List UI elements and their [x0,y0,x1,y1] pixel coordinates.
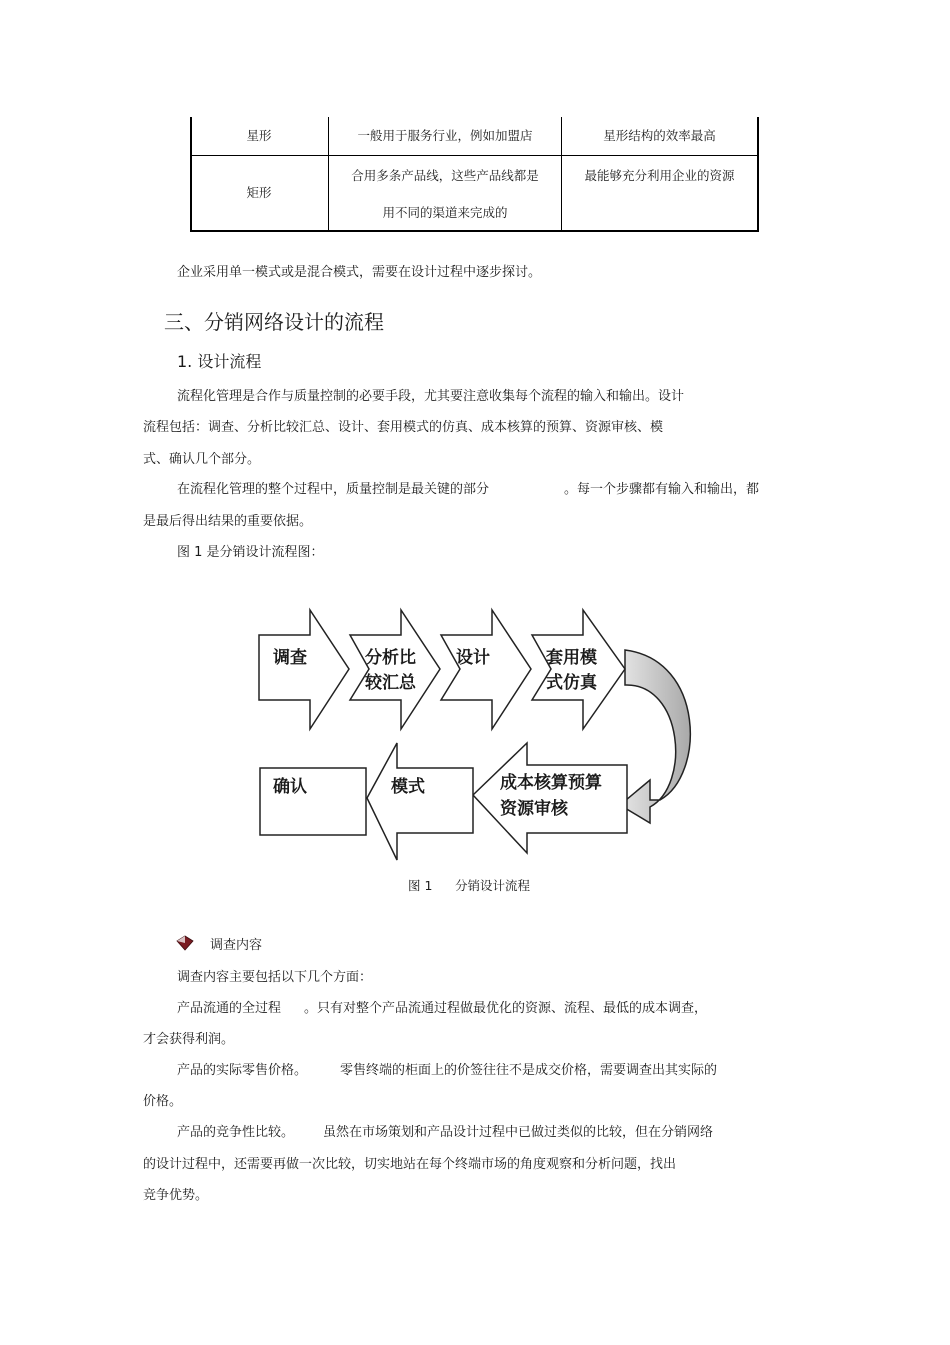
table-border-bottom [190,230,759,232]
paragraph-mode: 企业采用单一模式或是混合模式，需要在设计过程中逐步探讨。 [177,265,542,280]
flow-step-label: 设计 [456,648,490,668]
flow-step-label: 分析比 [365,648,416,668]
table-cell-structure-name: 星形 [246,128,272,143]
flow-step-label: 成本核算预算 [500,773,602,793]
paragraph-line: 的设计过程中，还需要再做一次比较，切实地站在每个终端市场的角度观察和分析问题，找出 [143,1157,677,1172]
paragraph-line: 虽然在市场策划和产品设计过程中已做过类似的比较，但在分销网络 [323,1125,714,1140]
table-cell-usage: 合用多条产品线，这些产品线都是 [351,168,539,183]
figure-caption-label: 图 1 [408,878,433,893]
survey-item-lead: 产品的竞争性比较。 [177,1125,295,1140]
paragraph-line: 零售终端的柜面上的价签往往不是成交价格，需要调查出其实际的 [340,1063,718,1078]
flow-step-label: 调查 [273,648,307,668]
paragraph-line: 式、确认几个部分。 [143,452,261,467]
flow-step-label: 模式 [391,777,425,797]
flow-step-label: 资源审核 [500,799,568,819]
table-cell-usage: 用不同的渠道来完成的 [382,205,508,220]
paragraph-line: 价格。 [143,1094,183,1109]
survey-item-lead: 产品流通的全过程 [177,1001,282,1016]
section-title: 三、分销网络设计的流程 [164,310,384,334]
paragraph-line: 才会获得利润。 [143,1032,235,1047]
paragraph-line: 。每一个步骤都有输入和输出，都 [564,482,760,497]
flow-step-label: 确认 [273,777,307,797]
curved-connector-arrow [620,650,690,823]
flow-step-label: 较汇总 [365,673,416,693]
flow-step-4 [532,610,625,729]
right-arrow-shape [441,610,531,729]
figure-intro: 图 1 是分销设计流程图： [177,545,324,560]
right-arrow-shape [350,610,440,729]
distribution-design-flowchart [255,605,695,867]
table-border-right [757,117,759,232]
paragraph-line: 是最后得出结果的重要依据。 [143,514,313,529]
channel-structure-table [190,117,759,232]
figure-caption-title: 分销设计流程 [455,878,531,893]
table-row-divider [190,155,759,156]
flow-step-2 [350,610,440,729]
paragraph-line: 流程包括：调查、分析比较汇总、设计、套用模式的仿真、成本核算的预算、资源审核、模 [143,420,664,435]
right-arrow-shape [259,610,349,729]
bullet-heading: 调查内容 [210,938,263,953]
paragraph-line: 。只有对整个产品流通过程做最优化的资源、流程、最低的成本调查， [304,1001,708,1016]
table-cell-usage: 一般用于服务行业，例如加盟店 [357,128,533,143]
flow-step-label: 套用模 [546,648,597,668]
flow-step-6 [367,743,473,860]
paragraph-line: 流程化管理是合作与质量控制的必要手段，尤其要注意收集每个流程的输入和输出。设计 [177,389,685,404]
left-arrow-shape [367,743,473,860]
diamond-arrow-bullet-icon [176,935,194,951]
survey-item-lead: 产品的实际零售价格。 [177,1063,308,1078]
table-cell-structure-name: 矩形 [246,185,272,200]
survey-intro: 调查内容主要包括以下几个方面： [177,970,373,985]
paragraph-line: 在流程化管理的整个过程中，质量控制是最关键的部分 [177,482,490,497]
table-cell-feature: 最能够充分利用企业的资源 [584,168,735,183]
paragraph-line: 竞争优势。 [143,1188,209,1203]
table-cell-feature: 星形结构的效率最高 [603,128,716,143]
right-arrow-shape [532,610,625,729]
flow-step-7 [260,768,366,835]
flow-step-label: 式仿真 [546,673,597,693]
flow-step-1 [259,610,349,729]
left-arrow-shape [473,743,627,853]
flow-step-5 [473,743,627,853]
flow-step-3 [441,610,531,729]
subsection-title: 1. 设计流程 [177,352,262,371]
